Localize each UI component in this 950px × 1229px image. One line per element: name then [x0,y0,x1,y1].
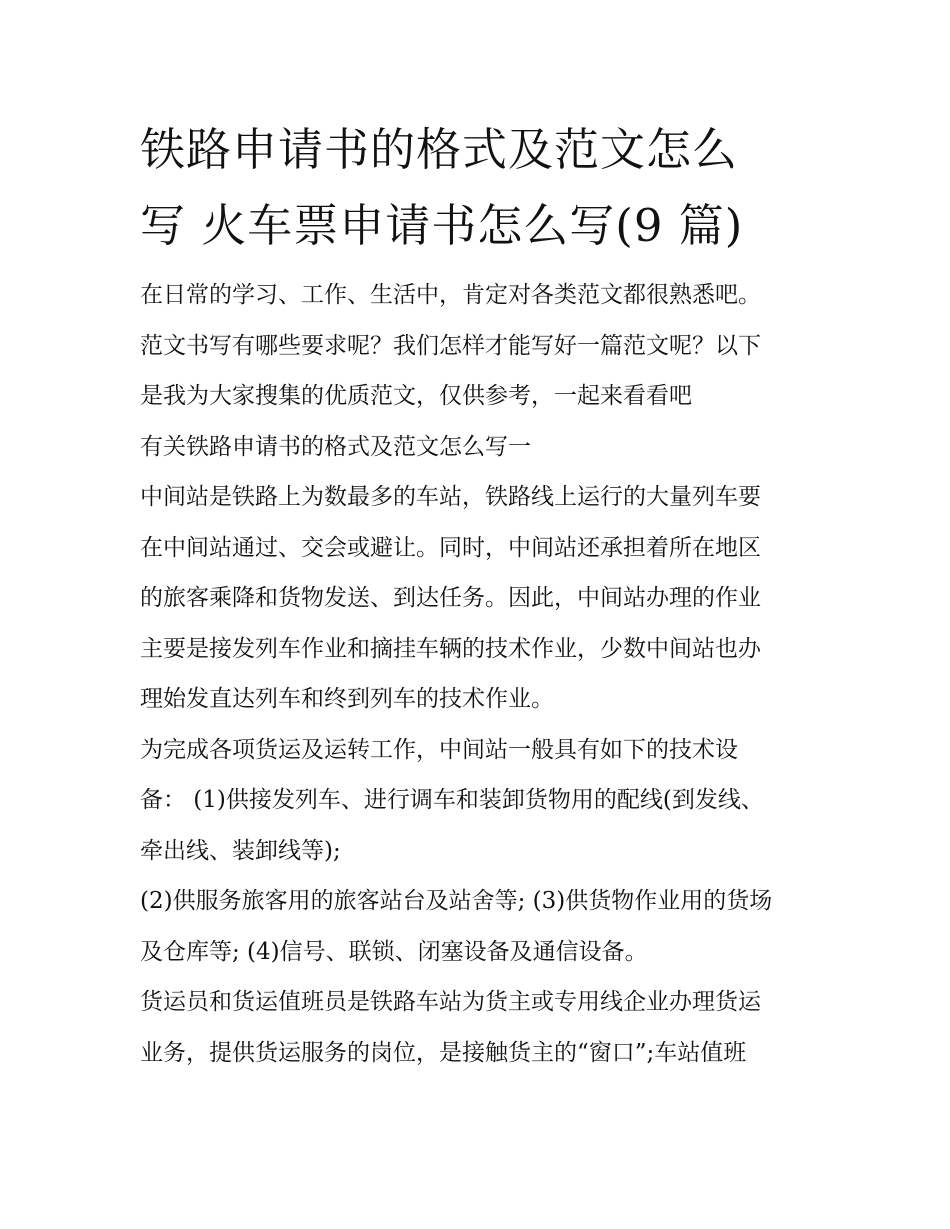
text-line: 货运员和货运值班员是铁路车站为货主或专用线企业办理货运 [140,989,761,1015]
text-line: 有关铁路申请书的格式及范文怎么写一 [140,433,531,460]
text-line: 在日常的学习、工作、生活中，肯定对各类范文都很熟悉吧。 [140,282,761,308]
text-line: 中间站是铁路上为数最多的车站，铁路线上运行的大量列车要 [140,484,761,510]
text-line: 是我为大家搜集的优质范文，仅供参考，一起来看看吧 [140,383,692,409]
document-title [140,112,820,264]
body-paragraph [140,472,820,725]
title-line: 写 火车票申请书怎么写(9 篇) [140,199,744,252]
text-line: 业务，提供货运服务的岗位，是接触货主的“窗口”;车站值班 [140,1039,747,1066]
body-paragraph [140,725,820,877]
body-paragraph [140,977,820,1078]
text-line: 为完成各项货运及运转工作，中间站一般具有如下的技术设 [140,736,738,763]
intro-paragraph [140,270,820,422]
text-line: 备： (1)供接发列车、进行调车和装卸货物用的配线(到发线、 [140,787,764,813]
text-line: 在中间站通过、交会或避让。同时，中间站还承担着所在地区 [140,534,761,561]
title-line: 铁路申请书的格式及范文怎么 [140,123,739,176]
text-line: 理始发直达列车和终到列车的技术作业。 [140,686,554,712]
text-line: (2)供服务旅客用的旅客站台及站舍等; (3)供货物作业用的货场 [140,888,773,914]
text-line: 牵出线、装卸线等); [140,837,341,864]
section-heading [140,422,820,473]
document-content [140,112,820,1078]
text-line: 及仓库等; (4)信号、联锁、闭塞设备及通信设备。 [140,938,648,965]
text-line: 范文书写有哪些要求呢？我们怎样才能写好一篇范文呢？以下 [140,332,761,359]
text-line: 主要是接发列车作业和摘挂车辆的技术作业，少数中间站也办 [140,635,761,662]
body-paragraph [140,876,820,977]
text-line: 的旅客乘降和货物发送、到达任务。因此，中间站办理的作业 [140,585,761,611]
